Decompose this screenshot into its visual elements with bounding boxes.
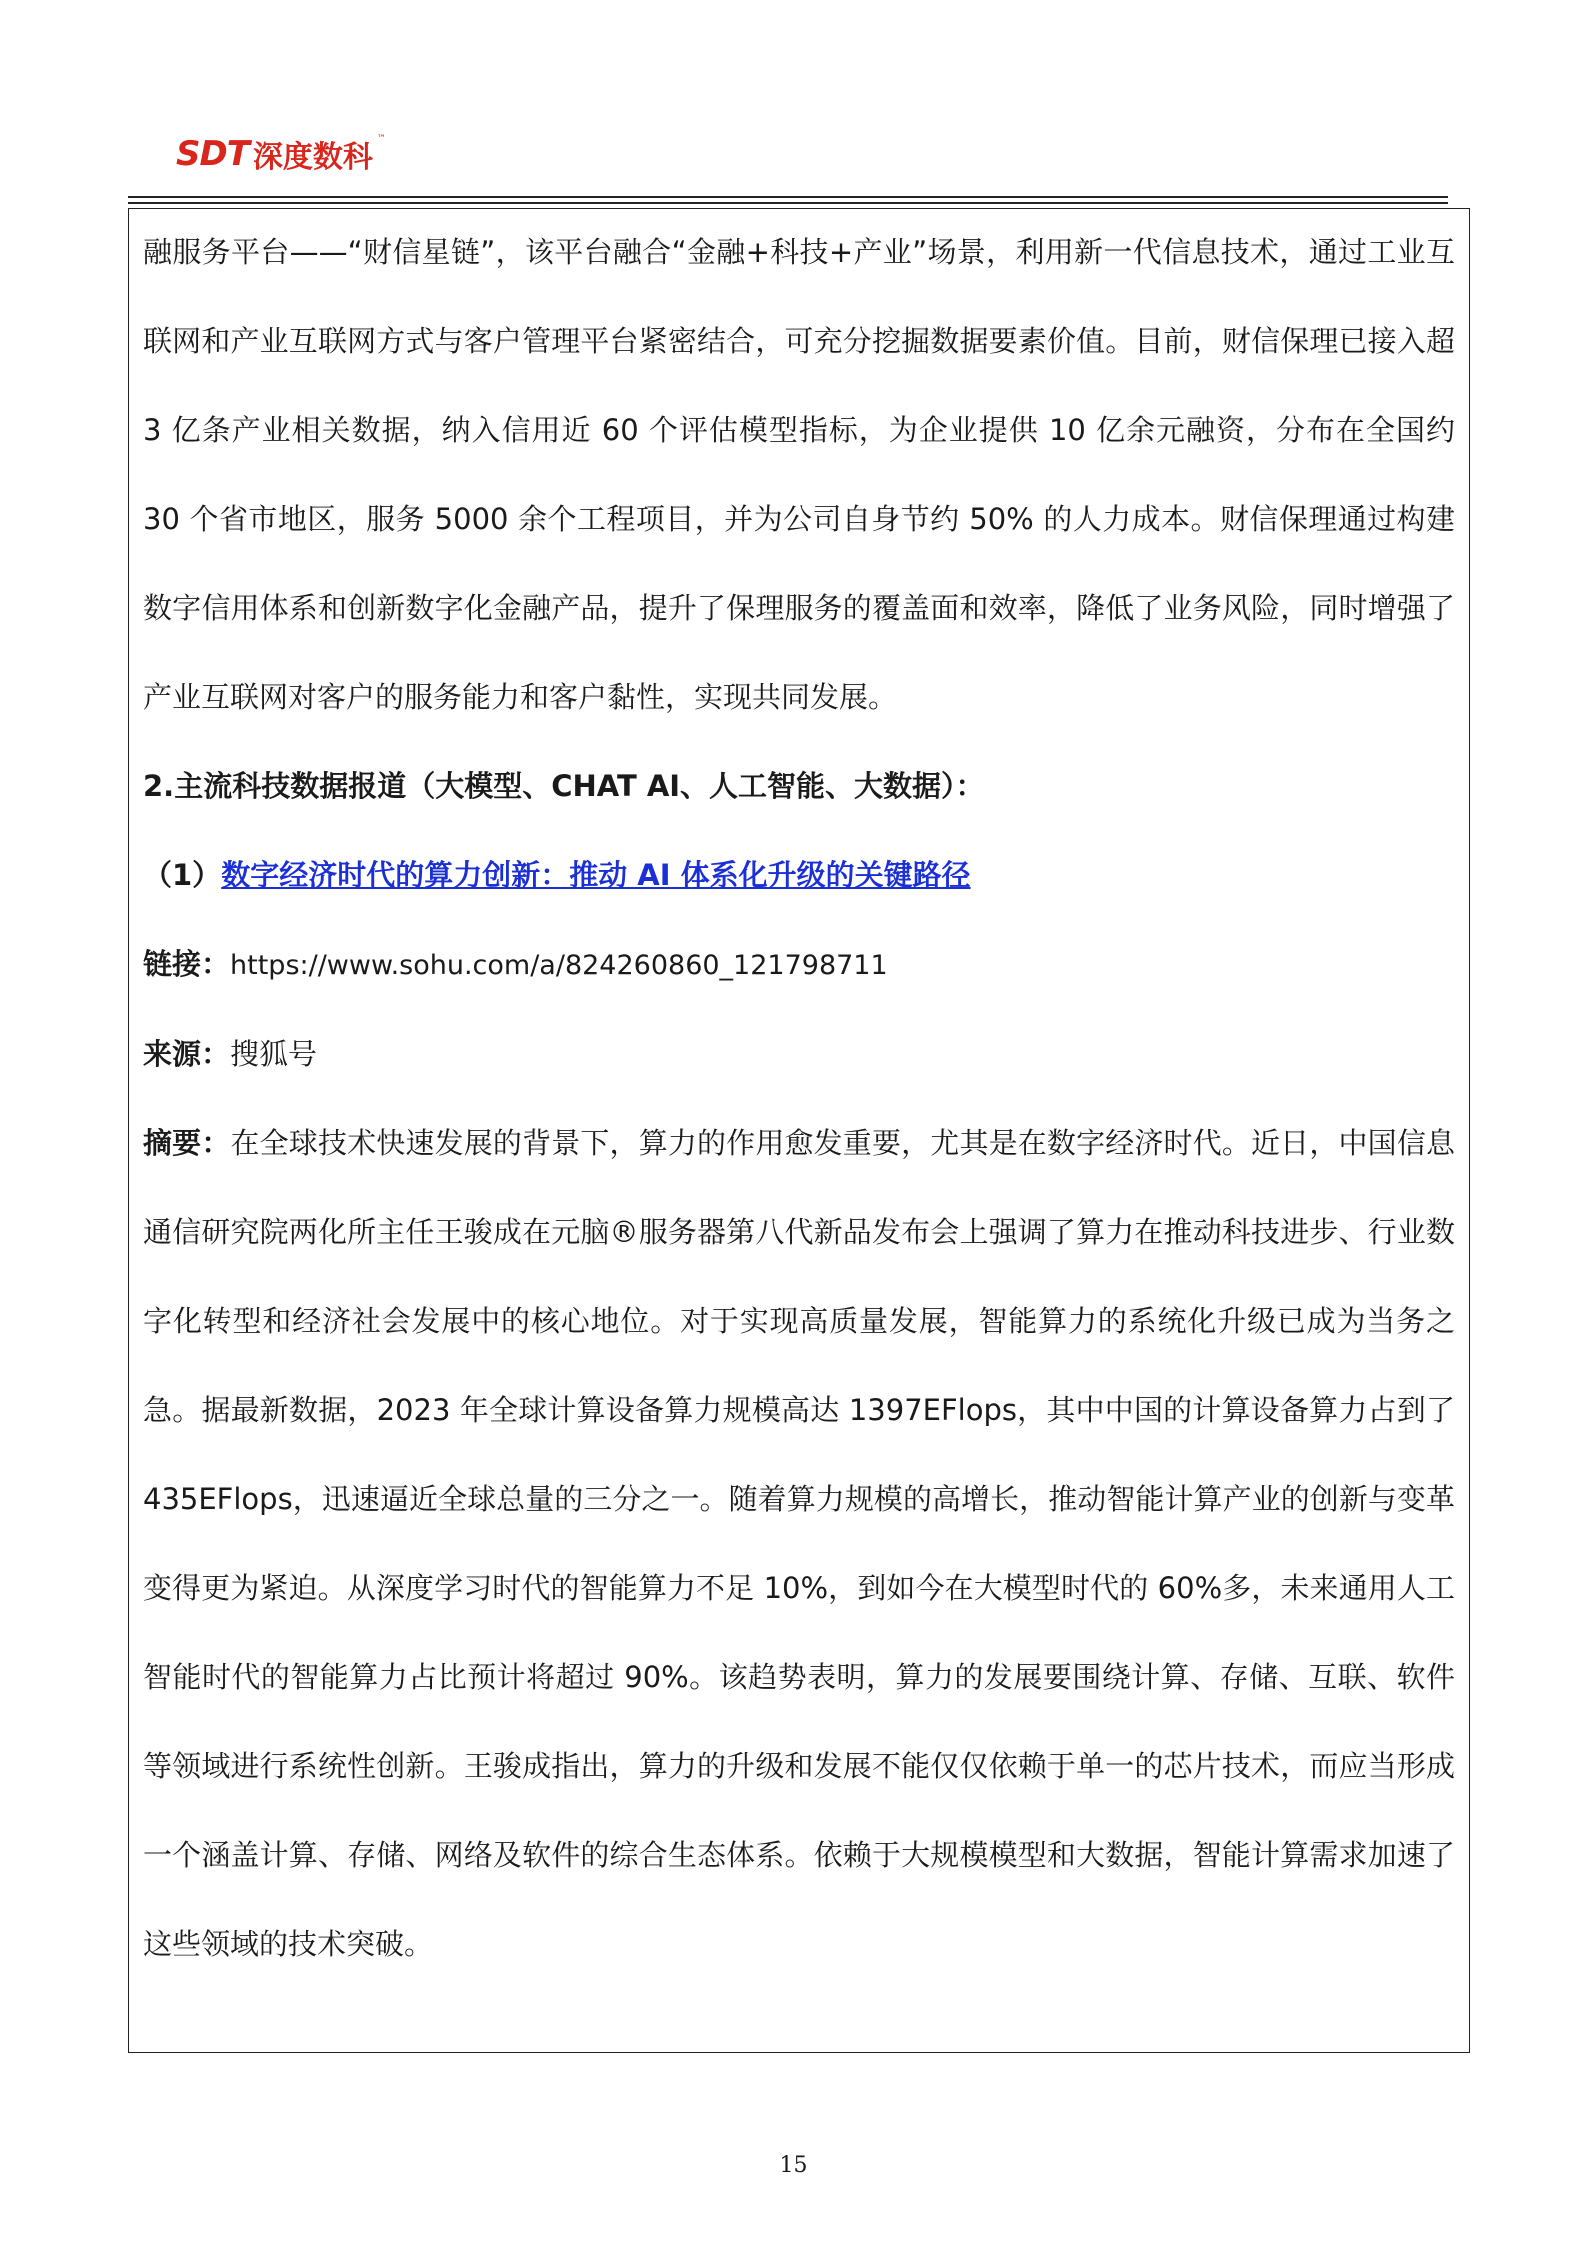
article-title-line [143, 831, 1455, 920]
article-title-link[interactable]: 数字经济时代的算力创新：推动 AI 体系化升级的关键路径 [221, 858, 971, 892]
article-link-line [143, 920, 1455, 1010]
header-rule-bottom [128, 202, 1448, 204]
page-number: 15 [779, 2153, 808, 2178]
sdt-logo [176, 132, 386, 176]
paragraph-caixin-factoring: 融服务平台——“财信星链”，该平台融合“金融+科技+产业”场景，利用新一代信息技术，通过工业互联网和产业互联网方式与客户管理平台紧密结合，可充分挖掘数据要素价值。目前，财信保理已接入超 3 亿条产业相关数据，纳入信用近 60 个评估模型指标，为企业提供 10 亿余元融资，分布在全国约 30 个省市地区，服务 5000 余个工程项目，并为公司自身节约 50% 的人力成本。财信保理通过构建数字信用体系和创新数字化金融产品，提升了保理服务的覆盖面和效率，降低了业务风险，同时增强了产业互联网对客户的服务能力和客户黏性，实现共同发展。 [143, 235, 1455, 714]
article-summary [143, 1099, 1455, 1989]
summary-text: 在全球技术快速发展的背景下，算力的作用愈发重要，尤其是在数字经济时代。近日，中国信息通信研究院两化所主任王骏成在元脑®服务器第八代新品发布会上强调了算力在推动科技进步、行业数字化转型和经济社会发展中的核心地位。对于实现高质量发展，智能算力的系统化升级已成为当务之急。据最新数据，2023 年全球计算设备算力规模高达 1397EFlops，其中中国的计算设备算力占到了 435EFlops，迅速逼近全球总量的三分之一。随着算力规模的高增长，推动智能计算产业的创新与变革变得更为紧迫。从深度学习时代的智能算力不足 10%，到如今在大模型时代的 60%多，未来通用人工智能时代的智能算力占比预计将超过 90%。该趋势表明，算力的发展要围绕计算、存储、互联、软件等领域进行系统性创新。王骏成指出，算力的升级和发展不能仅仅依赖于单一的芯片技术，而应当形成一个涵盖计算、存储、网络及软件的综合生态体系。依赖于大规模模型和大数据，智能计算需求加速了这些领域的技术突破。 [143, 1126, 1455, 1961]
section-heading: 2.主流科技数据报道（大模型、CHAT AI、人工智能、大数据）： [143, 769, 985, 803]
article-source-line [143, 1010, 1455, 1099]
summary-label: 摘要： [143, 1126, 231, 1160]
logo-trademark: ™ [376, 134, 386, 144]
link-url[interactable]: https://www.sohu.com/a/824260860_121798711 [230, 950, 888, 981]
logo-mark: SDT [176, 134, 249, 174]
article-number: （1） [143, 858, 222, 892]
source-label: 来源： [143, 1037, 231, 1071]
document-body [143, 208, 1455, 1989]
link-label: 链接： [143, 947, 231, 981]
header-rule-top [128, 196, 1448, 198]
source-value: 搜狐号 [230, 1037, 318, 1071]
logo-text: 深度数科 [252, 140, 373, 175]
